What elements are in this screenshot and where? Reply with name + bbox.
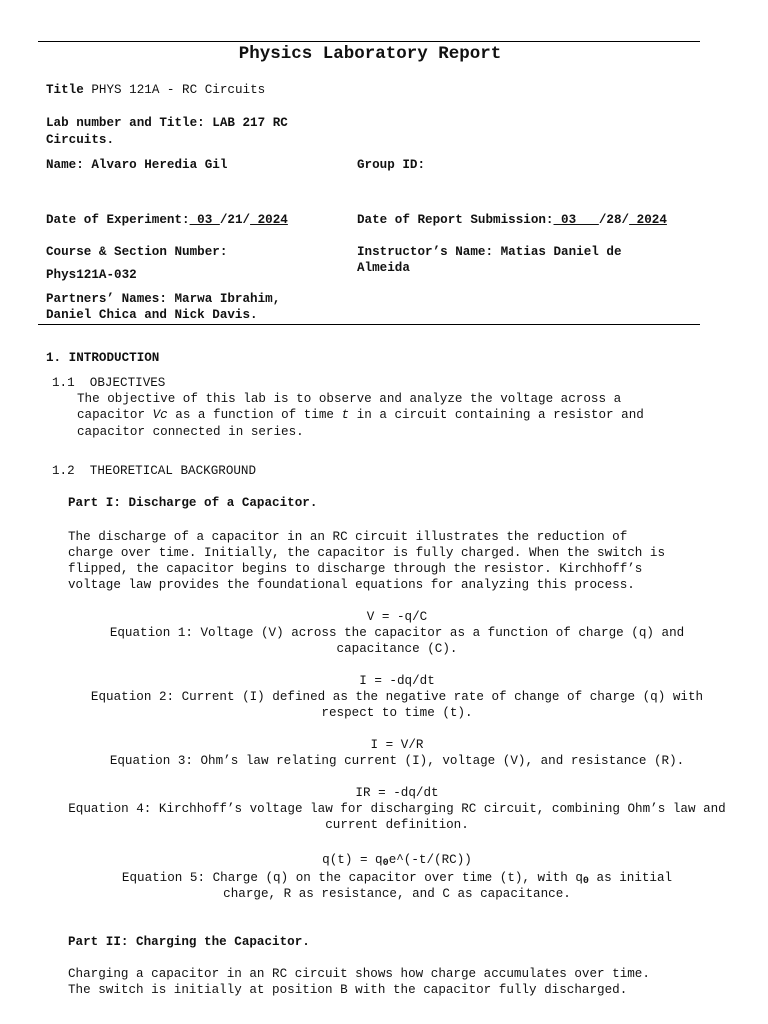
date-sub-year: 2024 <box>629 213 667 227</box>
course-value: Phys121A-032 <box>46 268 137 282</box>
page-title: Physics Laboratory Report <box>238 44 502 64</box>
student-name: Name: Alvaro Heredia Gil <box>46 158 228 172</box>
objectives-text-c: in a circuit containing a resistor and <box>349 408 644 422</box>
part2-line1: Charging a capacitor in an RC circuit shows how charge accumulates over time. <box>68 967 650 981</box>
lab-title-line2: Circuits. <box>46 133 115 147</box>
date-sub-label: Date of Report Submission: <box>357 213 554 227</box>
subsection-theory: 1.2 THEORETICAL BACKGROUND <box>52 464 257 478</box>
equation-2-caption: Equation 2: Current (I) defined as the negative rate of change of charge (q) with respect to time (t). <box>90 690 704 720</box>
partners-line2: Daniel Chica and Nick Davis. <box>46 308 258 322</box>
date-sub-month: 03 <box>553 213 599 227</box>
vc-symbol: Vc <box>152 408 168 422</box>
instructor-line2: Almeida <box>357 261 410 275</box>
header-bottom-rule <box>38 324 700 325</box>
equation-5-caption-subscript: 0 <box>582 876 589 887</box>
equation-5-b: e^(-t/(RC)) <box>388 853 472 867</box>
part1-line4: voltage law provides the foundational equations for analyzing this process. <box>68 578 635 592</box>
equation-5-caption-a: Equation 5: Charge (q) on the capacitor over time (t), with q <box>121 871 583 885</box>
title-row <box>46 82 265 98</box>
equation-5 <box>0 852 768 872</box>
title-value: PHYS 121A - RC Circuits <box>91 83 266 97</box>
equation-1-caption: Equation 1: Voltage (V) across the capacitor as a function of charge (q) and capacitance (C). <box>109 626 685 656</box>
t-symbol: t <box>341 408 350 422</box>
part1-heading: Part I: Discharge of a Capacitor. <box>68 496 318 510</box>
date-of-experiment <box>46 212 288 228</box>
part1-line2: charge over time. Initially, the capacitor is fully charged. When the switch is <box>68 546 666 560</box>
objectives-text-a: capacitor <box>77 408 153 422</box>
objectives-line2 <box>77 407 644 423</box>
equation-5-caption-b: as initial <box>588 871 673 885</box>
equation-3: I = V/R <box>370 738 424 752</box>
part2-line2: The switch is initially at position B with the capacitor fully discharged. <box>68 983 628 997</box>
equation-4-caption: Equation 4: Kirchhoff’s voltage law for discharging RC circuit, combining Ohm’s law and current definition. <box>68 802 726 832</box>
date-exp-year: 2024 <box>250 213 288 227</box>
equation-4: IR = -dq/dt <box>355 786 439 800</box>
date-exp-label: Date of Experiment: <box>46 213 190 227</box>
date-sub-sep: /28/ <box>598 213 630 227</box>
equation-5-caption-line2: charge, R as resistance, and C as capacitance. <box>223 887 571 901</box>
equation-1: V = -q/C <box>366 610 428 624</box>
objectives-text-b: as a function of time <box>167 408 342 422</box>
equation-5-subscript: 0 <box>382 858 389 869</box>
equation-5-a: q(t) = q <box>322 853 383 867</box>
partners-line1: Partners’ Names: Marwa Ibrahim, <box>46 292 281 306</box>
title-label: Title <box>46 83 84 97</box>
section-introduction: 1. INTRODUCTION <box>46 351 160 365</box>
course-label: Course & Section Number: <box>46 245 228 259</box>
part1-line1: The discharge of a capacitor in an RC circuit illustrates the reduction of <box>68 530 628 544</box>
date-exp-month: 03 <box>189 213 220 227</box>
subsection-objectives: 1.1 OBJECTIVES <box>52 376 166 390</box>
equation-2: I = -dq/dt <box>359 674 435 688</box>
top-rule <box>38 41 700 42</box>
group-id: Group ID: <box>357 158 426 172</box>
lab-title-line1: Lab number and Title: LAB 217 RC <box>46 116 288 130</box>
part2-heading: Part II: Charging the Capacitor. <box>68 935 310 949</box>
part1-line3: flipped, the capacitor begins to discharge through the resistor. Kirchhoff’s <box>68 562 643 576</box>
instructor-line1: Instructor’s Name: Matias Daniel de <box>357 245 622 259</box>
equation-3-caption: Equation 3: Ohm’s law relating current (I), voltage (V), and resistance (R). <box>109 754 685 768</box>
date-exp-sep: /21/ <box>219 213 251 227</box>
objectives-line1: The objective of this lab is to observe and analyze the voltage across a <box>77 392 622 406</box>
date-of-submission <box>357 212 667 228</box>
objectives-line3: capacitor connected in series. <box>77 425 304 439</box>
